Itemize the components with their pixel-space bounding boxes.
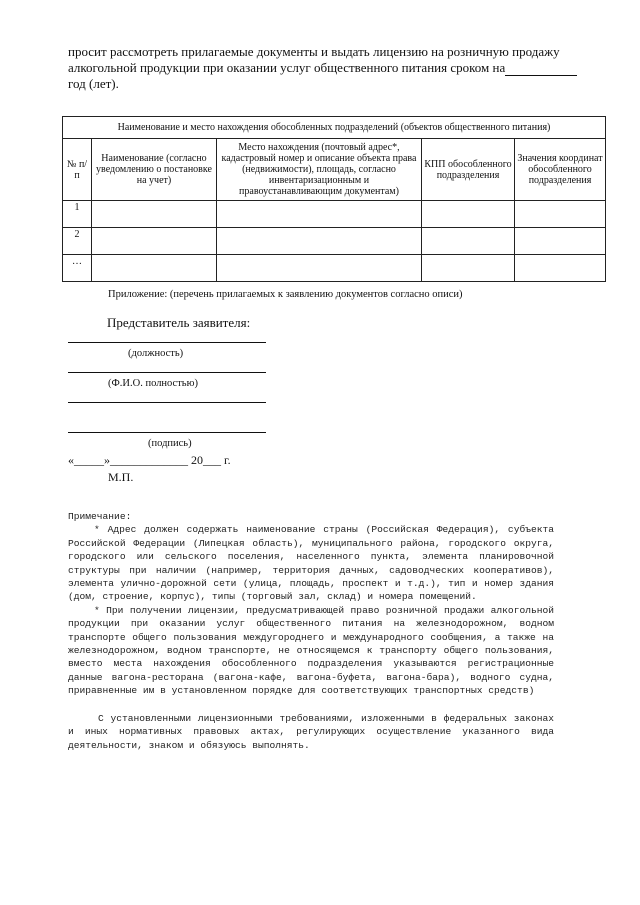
position-line[interactable] bbox=[68, 342, 266, 343]
cell-coordinates[interactable] bbox=[515, 201, 606, 228]
table-row bbox=[63, 228, 606, 255]
table-group-header: Наименование и место нахождения обособленных подразделений (объектов общественного питания) bbox=[63, 117, 606, 139]
fio-caption: (Ф.И.О. полностью) bbox=[108, 378, 198, 389]
row-number: … bbox=[63, 255, 92, 282]
row-number: 2 bbox=[63, 228, 92, 255]
row-number: 1 bbox=[63, 201, 92, 228]
cell-coordinates[interactable] bbox=[515, 255, 606, 282]
cell-name[interactable] bbox=[92, 255, 217, 282]
cell-location[interactable] bbox=[217, 228, 422, 255]
col-name: Наименование (согласно уведомлению о постановке на учет) bbox=[92, 139, 217, 201]
cell-kpp[interactable] bbox=[422, 201, 515, 228]
col-location: Место нахождения (почтовый адрес*, кадастровый номер и описание объекта права (недвижимости), площадь, согласно инвентаризационным и правоустанавливающим документам) bbox=[217, 139, 422, 201]
stamp-label: М.П. bbox=[108, 470, 134, 484]
cell-name[interactable] bbox=[92, 228, 217, 255]
license-term-blank[interactable]: ___________ bbox=[505, 60, 577, 75]
notes-section bbox=[68, 510, 554, 752]
attachment-note: Приложение: (перечень прилагаемых к заявлению документов согласно описи) bbox=[108, 289, 463, 300]
notes-heading: Примечание: bbox=[68, 511, 132, 522]
table-row bbox=[63, 201, 606, 228]
note-transport: * При получении лицензии, предусматривающей право розничной продажи алкогольной продукции при оказании услуг общественного питания на железнодорожном, водном транспорте общего пользования междугороднего и международного сообщения, а также на железнодорожном, водном транспорте, не относящемся к транспорту общего пользования, вместо места нахождения обособленного подразделения указываются регистрационные данные вагона-ресторана (вагона-кафе, вагона-буфета, вагона-бара), водного судна, приравненные им в установленном порядке для соответствующих транспортных средств) bbox=[68, 604, 554, 697]
cell-kpp[interactable] bbox=[422, 228, 515, 255]
intro-text: просит рассмотреть прилагаемые документы и выдать лицензию на розничную продажу алкогольной продукции при оказании услуг общественного питания сроком на bbox=[68, 44, 560, 75]
cell-location[interactable] bbox=[217, 201, 422, 228]
table-row bbox=[63, 255, 606, 282]
cell-kpp[interactable] bbox=[422, 255, 515, 282]
intro-paragraph bbox=[68, 44, 578, 92]
signature-caption: (подпись) bbox=[148, 438, 192, 449]
representative-title: Представитель заявителя: bbox=[107, 315, 251, 330]
col-coordinates: Значения координат обособленного подразделения bbox=[515, 139, 606, 201]
note-agreement: С установленными лицензионными требованиями, изложенными в федеральных законах и иных нормативных правовых актах, регулирующих осуществление указанного вида деятельности, знаком и обязуюсь выполнять. bbox=[68, 712, 554, 751]
fio-line[interactable] bbox=[68, 372, 266, 373]
fio-line-2[interactable] bbox=[68, 402, 266, 403]
signature-line[interactable] bbox=[68, 432, 266, 433]
note-address: * Адрес должен содержать наименование страны (Российская Федерация), субъекта Российской Федерации (Липецкая область), муниципального района, городского округа, городского или сельского поселения, населенного пункта, элемента планировочной структуры при наличии (например, территория дачных, садоводческих кооперативов), элемента улично-дорожной сети (улица, площадь, проспект и т.д.), тип и номер здания (дом, строение, корпус), типы (торговый зал, склад) и номера помещений. bbox=[68, 524, 554, 603]
cell-location[interactable] bbox=[217, 255, 422, 282]
subdivisions-table bbox=[62, 116, 606, 282]
date-line[interactable]: «_____»_____________ 20___ г. bbox=[68, 453, 231, 467]
col-number: № п/п bbox=[63, 139, 92, 201]
cell-name[interactable] bbox=[92, 201, 217, 228]
col-kpp: КПП обособленного подразделения bbox=[422, 139, 515, 201]
position-caption: (должность) bbox=[128, 348, 184, 359]
intro-tail: год (лет). bbox=[68, 76, 119, 91]
cell-coordinates[interactable] bbox=[515, 228, 606, 255]
